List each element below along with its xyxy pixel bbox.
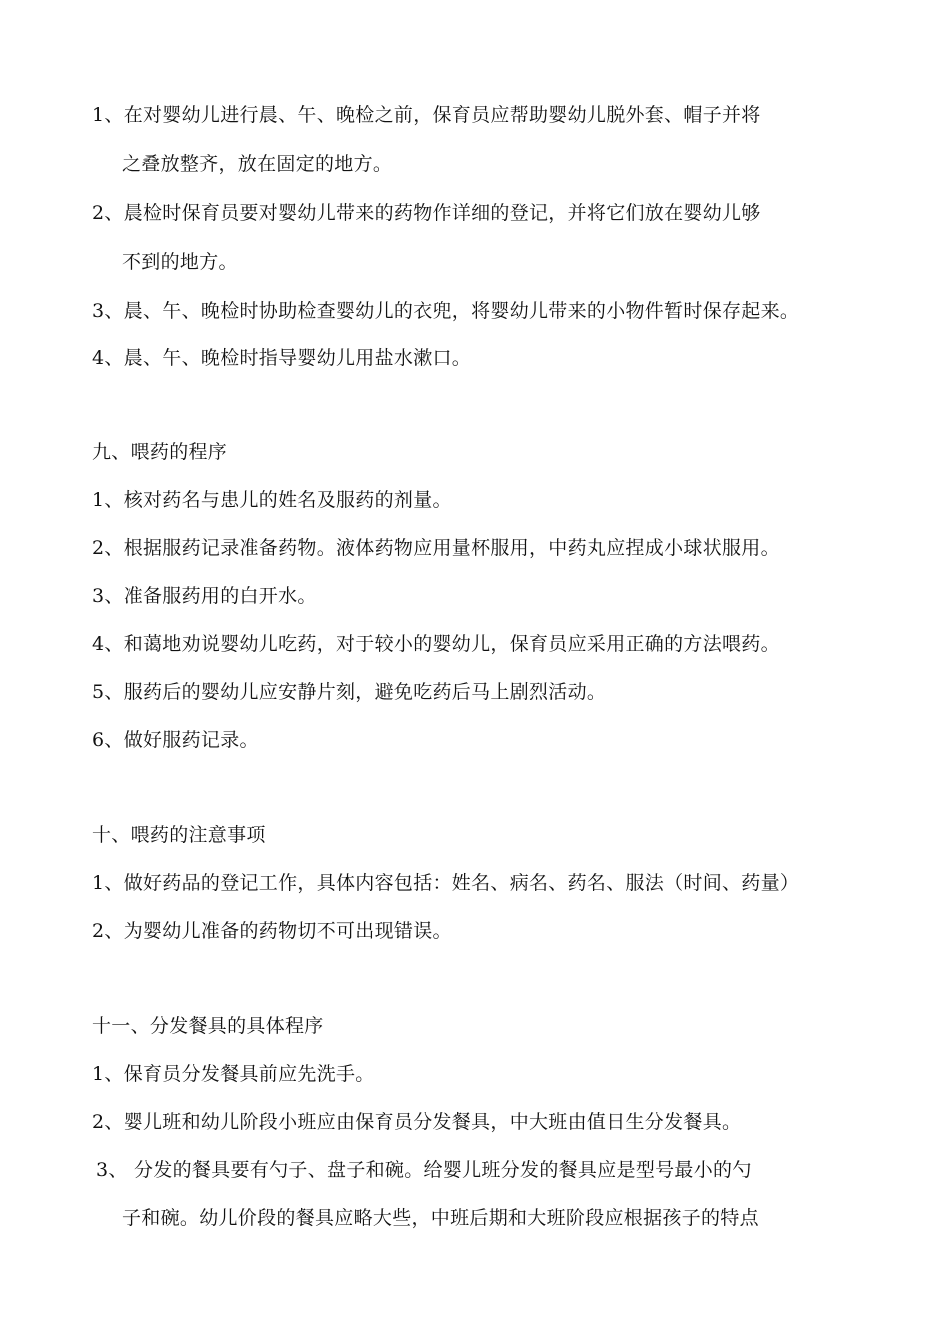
list-item: 4、晨、午、晚检时指导婴幼儿用盐水漱口。 <box>92 347 472 369</box>
list-item: 1、做好药品的登记工作，具体内容包括：姓名、病名、药名、服法（时间、药量） <box>92 872 800 894</box>
list-item-continuation: 子和碗。幼儿价段的餐具应略大些，中班后期和大班阶段应根据孩子的特点 <box>122 1207 759 1229</box>
list-item: 4、和蔼地劝说婴幼儿吃药，对于较小的婴幼儿，保育员应采用正确的方法喂药。 <box>92 633 780 655</box>
list-item: 3、晨、午、晚检时协助检查婴幼儿的衣兜，将婴幼儿带来的小物件暂时保存起来。 <box>92 300 800 322</box>
list-item-continuation: 不到的地方。 <box>122 251 238 273</box>
list-item: 2、晨检时保育员要对婴幼儿带来的药物作详细的登记，并将它们放在婴幼儿够 <box>92 202 761 224</box>
list-item: 1、在对婴幼儿进行晨、午、晚检之前，保育员应帮助婴幼儿脱外套、帽子并将 <box>92 104 761 126</box>
list-item: 2、根据服药记录准备药物。液体药物应用量杯服用，中药丸应捏成小球状服用。 <box>92 537 780 559</box>
section-heading: 十、喂药的注意事项 <box>92 824 266 846</box>
list-item: 1、核对药名与患儿的姓名及服药的剂量。 <box>92 489 452 511</box>
list-item: 3、 分发的餐具要有勺子、盘子和碗。给婴儿班分发的餐具应是型号最小的勺 <box>96 1159 752 1181</box>
list-item: 2、婴儿班和幼儿阶段小班应由保育员分发餐具，中大班由值日生分发餐具。 <box>92 1111 742 1133</box>
list-item: 5、服药后的婴幼儿应安静片刻，避免吃药后马上剧烈活动。 <box>92 681 607 703</box>
list-item-continuation: 之叠放整齐，放在固定的地方。 <box>122 153 393 175</box>
list-item: 2、为婴幼儿准备的药物切不可出现错误。 <box>92 920 452 942</box>
list-item: 1、保育员分发餐具前应先洗手。 <box>92 1063 375 1085</box>
section-heading: 十一、分发餐具的具体程序 <box>92 1015 324 1037</box>
section-heading: 九、喂药的程序 <box>92 441 228 463</box>
list-item: 3、准备服药用的白开水。 <box>92 585 317 607</box>
list-item: 6、做好服药记录。 <box>92 729 259 751</box>
